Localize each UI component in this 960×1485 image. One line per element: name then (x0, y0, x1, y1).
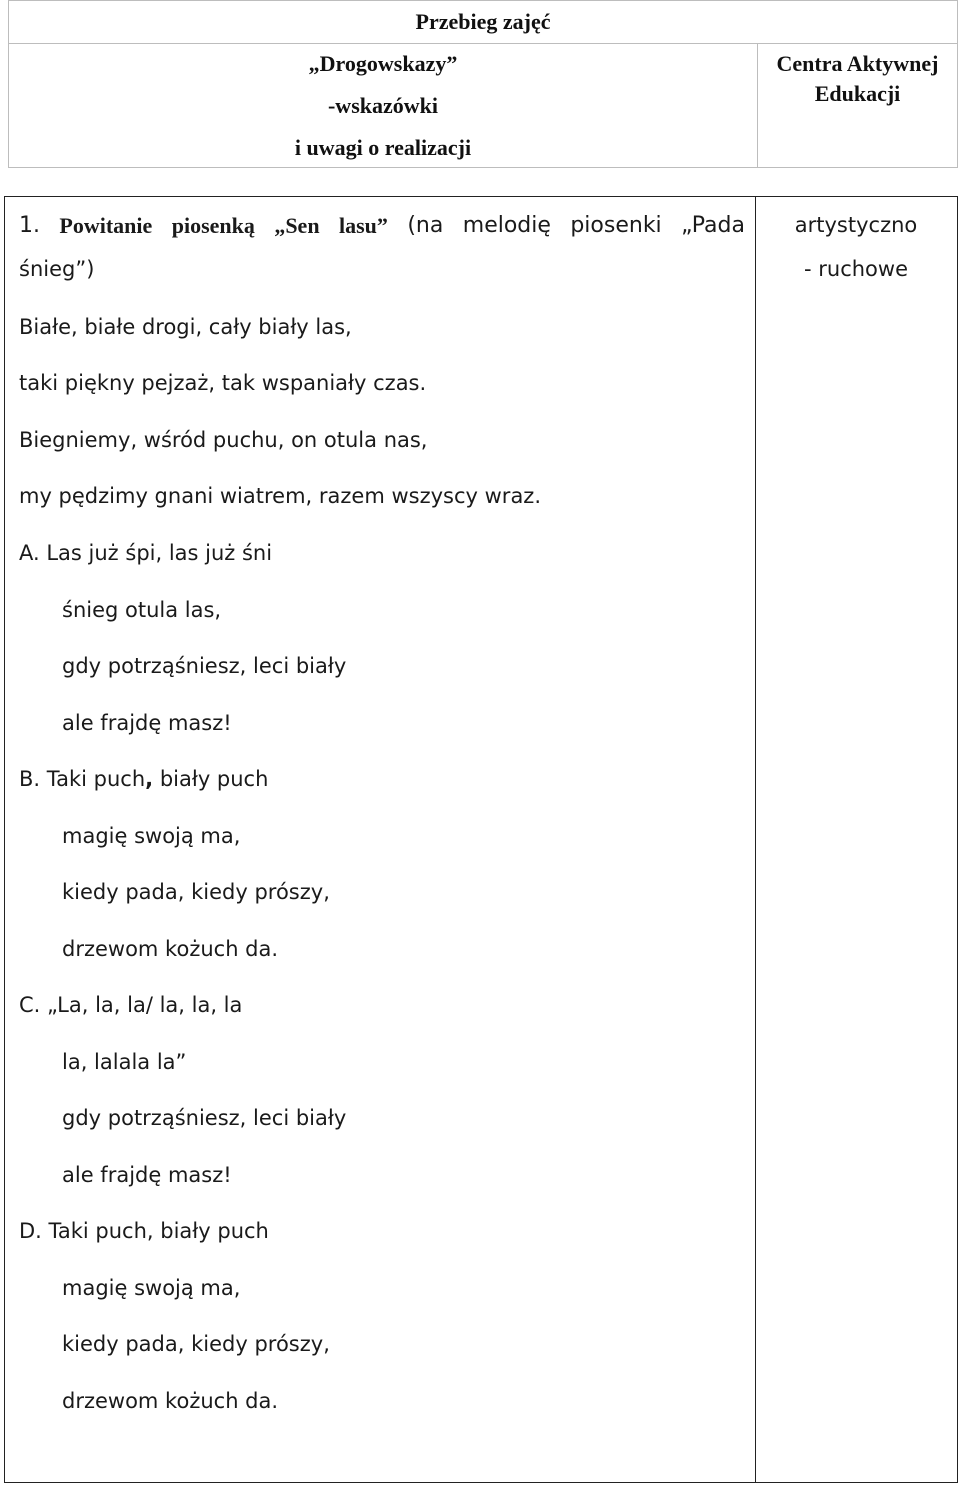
verse-line: my pędzimy gnani wiatrem, razem wszyscy wraz. (19, 484, 542, 508)
chorus-d-line: magię swoją ma, (62, 1276, 241, 1300)
section-note-word: (na (407, 213, 444, 238)
header-right-line2: Edukacji (814, 81, 901, 106)
section-note-continuation: śnieg”) (19, 257, 95, 281)
verse-line: taki piękny pejzaż, tak wspaniały czas. (19, 371, 427, 395)
chorus-c-head: C. „La, la, la/ la, la, la (19, 993, 243, 1017)
section-note-word: „Pada (681, 213, 745, 238)
header-left-line3: i uwagi o realizacji (294, 135, 472, 160)
chorus-b-head-comma: , (145, 767, 154, 791)
chorus-b-head-pre: B. Taki puch (19, 767, 146, 791)
header-right-cell (757, 43, 957, 167)
chorus-c-line: la, lalala la” (62, 1050, 187, 1074)
chorus-b-head (19, 767, 268, 791)
header-left-line1: „Drogowskazy” (308, 51, 458, 76)
section-title-word: Powitanie (59, 213, 153, 238)
page-title: Przebieg zajęć (9, 1, 957, 44)
activity-type-line1: artystyczno (794, 213, 918, 237)
chorus-b-head-post: biały puch (153, 767, 269, 791)
section-note-word: melodię (462, 213, 551, 238)
chorus-b-line: kiedy pada, kiedy prószy, (62, 880, 330, 904)
section-heading (19, 213, 745, 239)
header-left-cell (9, 43, 757, 167)
section-title-word: piosenką (171, 213, 255, 238)
chorus-c-line: ale frajdę masz! (62, 1163, 232, 1187)
section-number: 1. (19, 213, 40, 238)
chorus-b-line: drzewom kożuch da. (62, 937, 279, 961)
section-note-word: piosenki (570, 213, 662, 238)
chorus-a-line: śnieg otula las, (62, 598, 222, 622)
chorus-b-line: magię swoją ma, (62, 824, 241, 848)
header-right-line1: Centra Aktywnej (776, 51, 939, 76)
chorus-a-line: ale frajdę masz! (62, 711, 232, 735)
header-left-line2: -wskazówki (327, 93, 438, 118)
chorus-d-head: D. Taki puch, biały puch (19, 1219, 269, 1243)
activity-type-line2: - ruchowe (804, 257, 908, 281)
section-title-word: lasu” (338, 213, 388, 238)
column-divider (755, 197, 756, 1482)
chorus-a-head: A. Las już śpi, las już śni (19, 541, 273, 565)
content-table (4, 196, 958, 1483)
chorus-d-line: drzewom kożuch da. (62, 1389, 279, 1413)
verse-line: Biegniemy, wśród puchu, on otula nas, (19, 428, 428, 452)
verse-line: Białe, białe drogi, cały biały las, (19, 315, 352, 339)
chorus-a-line: gdy potrząśniesz, leci biały (62, 654, 347, 678)
header-table (8, 0, 958, 168)
chorus-d-line: kiedy pada, kiedy prószy, (62, 1332, 330, 1356)
chorus-c-line: gdy potrząśniesz, leci biały (62, 1106, 347, 1130)
section-title-word: „Sen (274, 213, 320, 238)
